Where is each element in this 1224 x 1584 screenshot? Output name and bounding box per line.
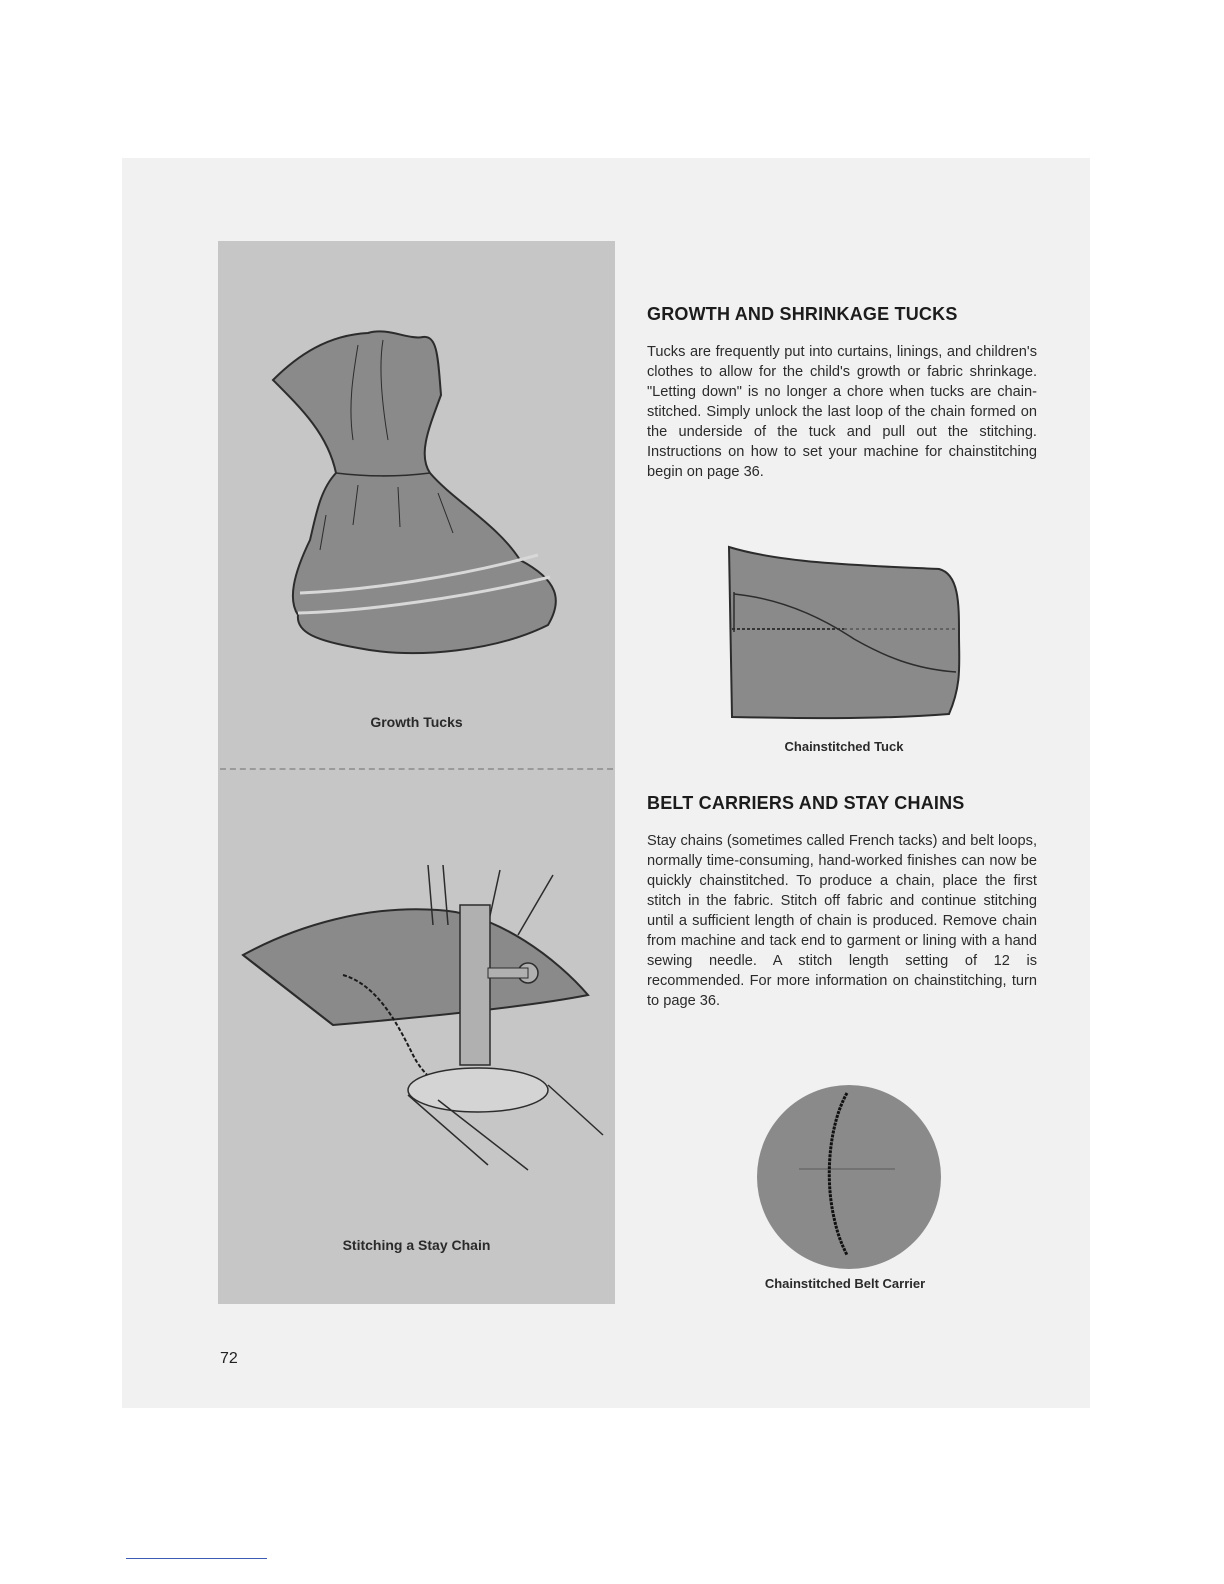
footer-rule <box>126 1558 267 1559</box>
caption-stitching-stay-chain: Stitching a Stay Chain <box>342 1237 491 1253</box>
growth-tucks-illustration <box>258 315 568 665</box>
heading-belt-carriers-stay-chains: BELT CARRIERS AND STAY CHAINS <box>647 793 965 813</box>
panel-divider <box>220 768 613 770</box>
chainstitched-belt-carrier-figure <box>755 1083 943 1271</box>
heading-growth-shrinkage-tucks: GROWTH AND SHRINKAGE TUCKS <box>647 304 958 324</box>
chainstitched-tuck-figure <box>724 544 964 722</box>
body-belt-carriers-stay-chains: Stay chains (sometimes called French tacks) and belt loops, normally time-consuming, hand-worked finishes can now be quickly chainstitched. To produce a chain, place the first stitch in the fabric. Stitch off fabric and continue stitching until a sufficient length of chain is produced. Remove chain from machine and tack end to garment or lining with a hand sewing needle. A stitch length setting of 12 is recommended. For more information on chainstitching, turn to page 36. <box>647 833 1037 1009</box>
stay-chain-illustration <box>238 865 608 1175</box>
caption-chainstitched-belt-carrier: Chainstitched Belt Carrier <box>764 1276 926 1291</box>
caption-growth-tucks: Growth Tucks <box>370 714 463 730</box>
body-growth-shrinkage-tucks: Tucks are frequently put into curtains, linings, and children's clothes to allow for the child's growth or fabric shrinkage. "Letting down" is no longer a chore when tucks are chain-stitched. Simply unlock the last loop of the chain formed on the underside of the tuck and pull out the stitching. Instructions on how to set your machine for chainstitching begin on page 36. <box>647 344 1037 480</box>
page-number: 72 <box>220 1350 238 1367</box>
caption-chainstitched-tuck: Chainstitched Tuck <box>784 739 904 754</box>
